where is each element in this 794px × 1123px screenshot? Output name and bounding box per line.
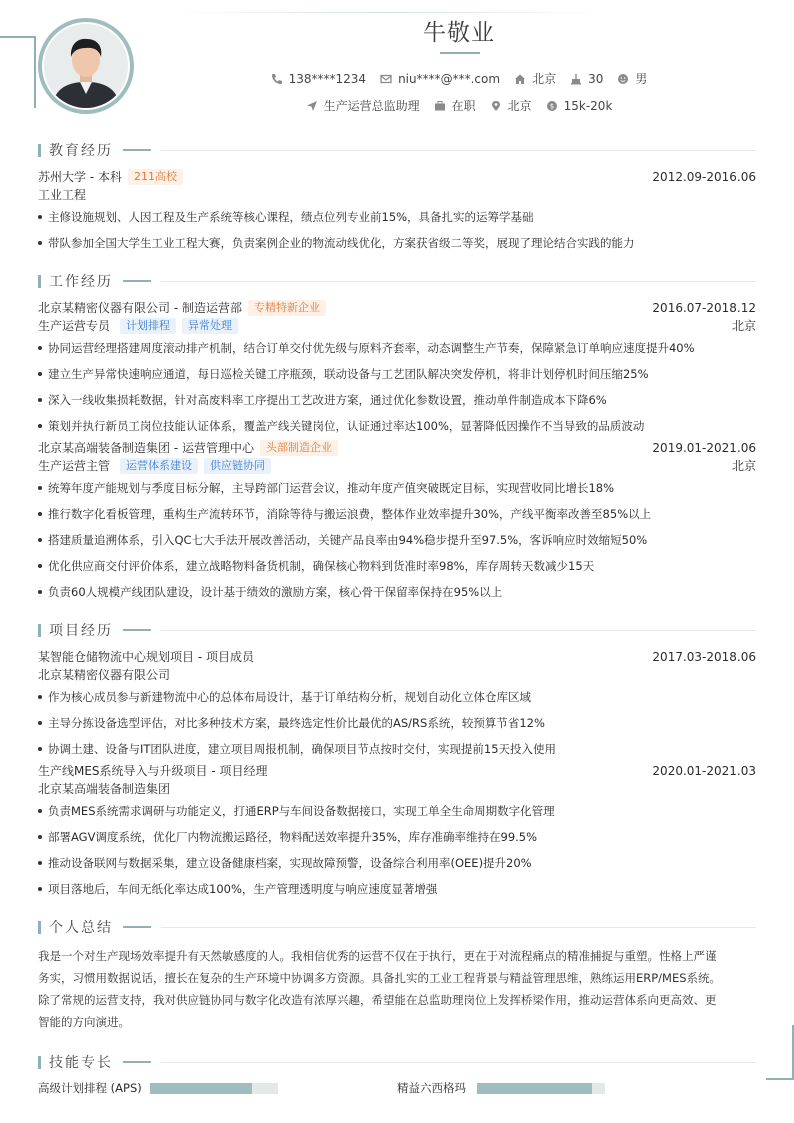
summary-line: 务实，习惯用数据说话，擅长在复杂的生产环境中协调多方资源。具备扎实的工业工程背景与精益管理思维，熟练运用ERP/MES系统。 (38, 971, 722, 985)
contact-row (0, 70, 794, 87)
skill-level-fill (477, 1083, 592, 1094)
phone-text: 138****1234 (288, 71, 367, 86)
section-divider (161, 927, 756, 928)
skill-level-bar (477, 1083, 605, 1094)
work-date: 2016.07-2018.12 (652, 301, 756, 315)
bullet-item: 部署AGV调度系统，优化厂内物流搬运路径，物料配送效率提升35%，库存准确率维持在99.5% (38, 824, 756, 850)
school-tag: 211高校 (128, 169, 183, 185)
project-company-row (38, 666, 756, 684)
person-icon (617, 73, 629, 85)
skill-tag: 运营体系建设 (120, 458, 198, 474)
name-underline (440, 52, 480, 54)
skill-level-bar (150, 1083, 278, 1094)
major: 工业工程 (38, 188, 87, 202)
section-accent-line (123, 280, 151, 282)
project-date: 2020.01-2021.03 (652, 764, 756, 778)
project-item (38, 648, 756, 762)
project-bullets (38, 798, 756, 902)
target-city-item (490, 97, 532, 114)
company-name: 北京某精密仪器有限公司 - 制造运营部 (38, 301, 242, 315)
education-header (38, 140, 756, 160)
company-row (38, 439, 756, 457)
position-row (38, 457, 756, 475)
company-name: 北京某高端装备制造集团 - 运营管理中心 (38, 441, 254, 455)
bullet-item: 深入一线收集损耗数据，针对高废料率工序提出工艺改进方案，通过优化参数设置，推动单件制造成本下降6% (38, 387, 756, 413)
bullet-item: 推动设备联网与数据采集，建立设备健康档案，实现故障预警，设备综合利用率(OEE)提升20% (38, 850, 756, 876)
section-accent-line (123, 149, 151, 151)
location-icon (490, 100, 502, 112)
section-title: 工作经历 (49, 274, 113, 290)
section-title: 项目经历 (49, 623, 113, 639)
candidate-name: 牛敬业 (423, 20, 495, 46)
work-header (38, 271, 756, 291)
section-divider (161, 1062, 756, 1063)
section-marker (38, 144, 41, 157)
skill-name: 高级计划排程 (APS) (38, 1081, 142, 1095)
bullet-item: 带队参加全国大学生工业工程大赛，负责案例企业的物流动线优化，方案获省级二等奖，展现了理论结合实践的能力 (38, 230, 756, 256)
work-bullets (38, 475, 756, 605)
project-company-row (38, 780, 756, 798)
section-divider (161, 281, 756, 282)
projects-section (38, 620, 756, 902)
bullet-item: 推行数字化看板管理，重构生产流转环节，消除等待与搬运浪费，整体作业效率提升30%，产线平衡率改善至85%以上 (38, 501, 756, 527)
job-intent-row (0, 97, 794, 114)
major-row (38, 186, 756, 204)
bullet-item: 作为核心成员参与新建物流中心的总体布局设计，基于订单结构分析，规划自动化立体仓库区域 (38, 684, 756, 710)
section-title: 教育经历 (49, 143, 113, 159)
corner-decoration-bottom-right (766, 1025, 794, 1080)
skill-name: 精益六西格玛 (397, 1081, 466, 1095)
summary-line: 智能的方向演进。 (38, 1015, 130, 1029)
project-item (38, 762, 756, 902)
target-position-item (306, 97, 420, 114)
home-text: 北京 (532, 72, 557, 86)
school-name: 苏州大学 - 本科 (38, 170, 122, 184)
project-name: 生产线MES系统导入与升级项目 - 项目经理 (38, 764, 268, 778)
salary-text: 15k-20k (563, 98, 613, 113)
bullet-item: 建立生产异常快速响应通道，每日巡检关键工序瓶颈，联动设备与工艺团队解决突发停机，将非计划停机时间压缩25% (38, 361, 756, 387)
skill-tag: 计划排程 (120, 318, 176, 334)
project-company: 北京某高端装备制造集团 (38, 782, 171, 796)
project-bullets (38, 684, 756, 762)
send-icon (306, 100, 318, 112)
age-text: 30 (588, 71, 604, 86)
section-marker (38, 1056, 41, 1069)
skills-list (38, 1080, 756, 1096)
salary-icon (546, 100, 558, 112)
bullet-item: 协调土建、设备与IT团队进度，建立项目周报机制，确保项目节点按时交付，实现提前15天投入使用 (38, 736, 756, 762)
email-text: niu****@***.com (398, 71, 501, 86)
summary-line: 除了常规的运营支持，我对供应链协同与数字化改造有浓厚兴趣，希望能在总监助理岗位上发挥桥梁作用，推动运营体系向更高效、更 (38, 993, 717, 1007)
education-date: 2012.09-2016.06 (652, 170, 756, 184)
phone-item (271, 70, 366, 87)
education-bullets (38, 204, 756, 256)
skill-item (38, 1080, 397, 1096)
project-company: 北京某精密仪器有限公司 (38, 668, 171, 682)
target-city-text: 北京 (507, 99, 532, 113)
gender-item (617, 70, 647, 87)
bullet-item: 负责60人规模产线团队建设，设计基于绩效的激励方案，核心骨干保留率保持在95%以上 (38, 579, 756, 605)
company-tag: 专精特新企业 (248, 300, 326, 316)
summary-line: 我是一个对生产现场效率提升有天然敏感度的人。我相信优秀的运营不仅在于执行，更在于对流程痛点的精准捕捉与重塑。性格上严谨 (38, 949, 717, 963)
company-tag: 头部制造企业 (260, 440, 338, 456)
age-item (570, 70, 603, 87)
email-item (380, 70, 500, 87)
skill-level-fill (150, 1083, 252, 1094)
education-section (38, 140, 756, 256)
work-city: 北京 (731, 319, 756, 333)
work-bullets (38, 335, 756, 439)
work-item (38, 439, 756, 605)
top-divider (170, 12, 610, 13)
bullet-item: 主修设施规划、人因工程及生产系统等核心课程，绩点位列专业前15%，具备扎实的运筹学基础 (38, 204, 756, 230)
section-divider (161, 150, 756, 151)
bullet-item: 主导分拣设备选型评估，对比多种技术方案，最终选定性价比最优的AS/RS系统，较预算节省12% (38, 710, 756, 736)
home-item (514, 70, 556, 87)
target-position-text: 生产运营总监助理 (323, 99, 420, 113)
summary-header (38, 917, 756, 937)
work-city: 北京 (731, 459, 756, 473)
bullet-item: 搭建质量追溯体系，引入QC七大手法开展改善活动，关键产品良率由94%稳步提升至97.5%，客诉响应时效缩短50% (38, 527, 756, 553)
section-accent-line (123, 1061, 151, 1063)
gender-text: 男 (635, 72, 648, 86)
summary-section (38, 917, 756, 1033)
phone-icon (271, 73, 283, 85)
work-section (38, 271, 756, 605)
bullet-item: 负责MES系统需求调研与功能定义，打通ERP与车间设备数据接口，实现工单全生命周期数字化管理 (38, 798, 756, 824)
position-row (38, 317, 756, 335)
section-marker (38, 275, 41, 288)
svg-text:$: $ (549, 102, 554, 111)
work-item (38, 299, 756, 439)
work-date: 2019.01-2021.06 (652, 441, 756, 455)
section-title: 技能专长 (49, 1055, 113, 1071)
project-row (38, 648, 756, 666)
section-accent-line (123, 926, 151, 928)
skill-item (397, 1080, 756, 1096)
bullet-item: 优化供应商交付评价体系，建立战略物料备货机制，确保核心物料到货准时率98%，库存周转天数减少15天 (38, 553, 756, 579)
status-item (434, 97, 476, 114)
company-row (38, 299, 756, 317)
skill-tag: 异常处理 (182, 318, 238, 334)
section-accent-line (123, 629, 151, 631)
briefcase-icon (434, 100, 446, 112)
section-marker (38, 624, 41, 637)
project-row (38, 762, 756, 780)
project-name: 某智能仓储物流中心规划项目 - 项目成员 (38, 650, 254, 664)
home-icon (514, 73, 526, 85)
bullet-item: 项目落地后，车间无纸化率达成100%，生产管理透明度与响应速度显著增强 (38, 876, 756, 902)
cake-icon (570, 73, 582, 85)
section-title: 个人总结 (49, 920, 113, 936)
project-date: 2017.03-2018.06 (652, 650, 756, 664)
projects-header (38, 620, 756, 640)
summary-text (38, 945, 756, 1033)
skill-tag: 供应链协同 (204, 458, 271, 474)
mail-icon (380, 73, 392, 85)
bullet-item: 统筹年度产能规划与季度目标分解，主导跨部门运营会议，推动年度产值突破既定目标，实现营收同比增长18% (38, 475, 756, 501)
section-divider (161, 630, 756, 631)
skills-header (38, 1052, 756, 1072)
status-text: 在职 (451, 99, 476, 113)
bullet-item: 协同运营经理搭建周度滚动排产机制，结合订单交付优先级与原料齐套率，动态调整生产节奏，保障紧急订单响应速度提升40% (38, 335, 756, 361)
bullet-item: 策划并执行新员工岗位技能认证体系，覆盖产线关键岗位，认证通过率达100%，显著降低因操作不当导致的品质波动 (38, 413, 756, 439)
salary-item (546, 97, 613, 114)
skills-section (38, 1052, 756, 1096)
position: 生产运营主管 (38, 459, 111, 473)
section-marker (38, 921, 41, 934)
position: 生产运营专员 (38, 319, 111, 333)
education-row (38, 168, 756, 186)
